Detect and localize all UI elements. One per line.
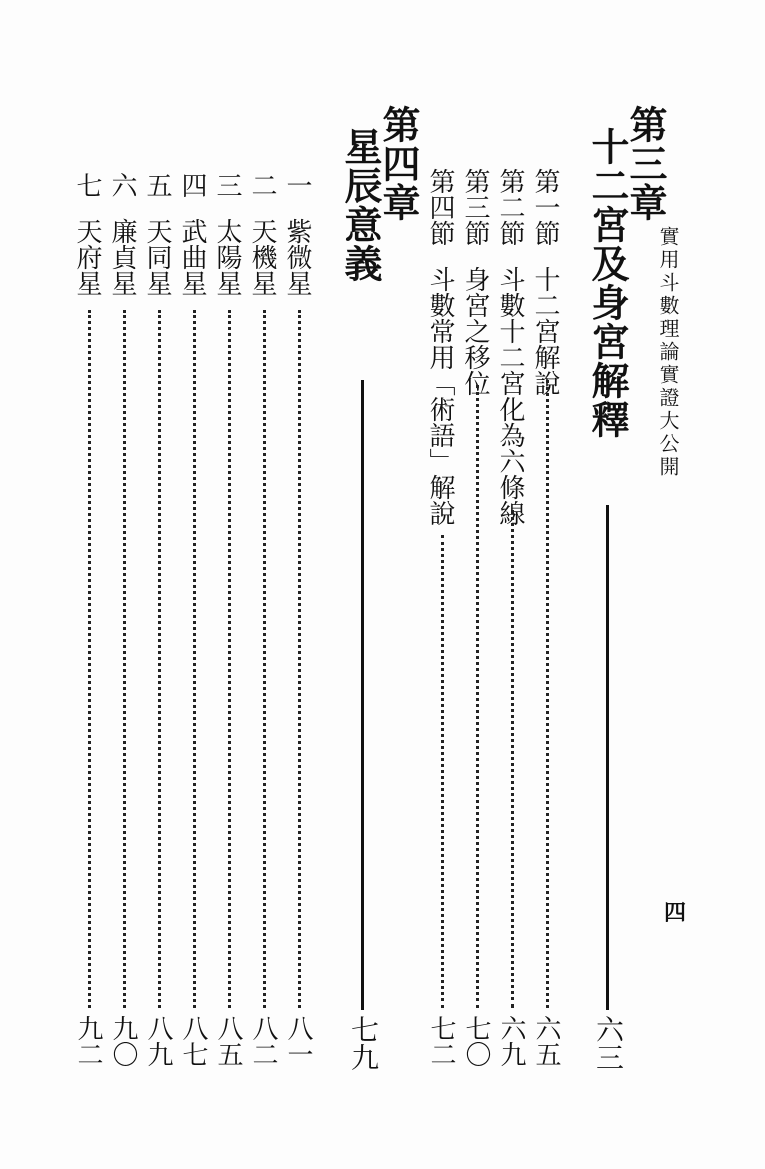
ch4-item-4-page: 八七 <box>178 1015 208 1067</box>
ch4-item-6-page: 九〇 <box>108 1015 138 1067</box>
ch4-item-3 <box>214 172 240 296</box>
ch4-item-5-page: 八九 <box>143 1015 173 1067</box>
ch3-section-1-dots <box>546 380 549 1008</box>
item-title: 天府星 <box>72 218 102 296</box>
item-number: 六 <box>107 172 137 198</box>
chapter-4-label: 第四章 <box>376 105 421 222</box>
section-number: 第三節 <box>460 168 490 246</box>
item-title: 紫微星 <box>282 218 312 296</box>
ch4-item-6-dots <box>123 310 126 1008</box>
item-number: 一 <box>282 172 312 198</box>
ch4-item-1-page: 八一 <box>283 1015 313 1067</box>
ch3-section-3 <box>462 168 488 396</box>
ch3-section-2 <box>497 168 523 526</box>
section-number: 第一節 <box>530 168 560 246</box>
section-number: 第四節 <box>425 168 455 246</box>
section-title: 十二宮解說 <box>530 266 560 396</box>
ch3-section-1-page: 六五 <box>531 1015 561 1067</box>
section-title: 斗數十二宮化為六條線 <box>495 266 525 526</box>
ch4-item-7-dots <box>88 310 91 1008</box>
chapter-3-leader-rule <box>606 505 609 1010</box>
ch3-section-2-page: 六九 <box>496 1015 526 1067</box>
ch4-item-3-dots <box>228 310 231 1008</box>
item-number: 三 <box>212 172 242 198</box>
ch4-item-7-page: 九二 <box>73 1015 103 1067</box>
item-title: 天機星 <box>247 218 277 296</box>
ch3-section-3-page: 七〇 <box>461 1015 491 1067</box>
item-title: 太陽星 <box>212 218 242 296</box>
ch4-item-2 <box>249 172 275 296</box>
ch4-item-1 <box>284 172 310 296</box>
chapter-3-heading <box>585 105 668 439</box>
ch4-item-1-dots <box>298 310 301 1008</box>
ch3-section-1 <box>532 168 558 396</box>
item-title: 天同星 <box>142 218 172 296</box>
section-title: 身宮之移位 <box>460 266 490 396</box>
ch3-section-2-dots <box>511 510 514 1008</box>
ch3-section-4-dots <box>441 535 444 1008</box>
item-number: 四 <box>177 172 207 198</box>
ch4-item-3-page: 八五 <box>213 1015 243 1067</box>
ch4-item-4-dots <box>193 310 196 1008</box>
item-title: 廉貞星 <box>107 218 137 296</box>
section-title: 斗數常用「術語」解說 <box>425 266 455 526</box>
ch4-item-4 <box>179 172 205 296</box>
chapter-3-page: 六三 <box>592 1015 625 1071</box>
section-number: 第二節 <box>495 168 525 246</box>
chapter-4-page: 七九 <box>347 1015 380 1071</box>
ch4-item-7 <box>74 172 100 296</box>
chapter-3-label: 第三章 <box>623 105 668 222</box>
item-number: 五 <box>142 172 172 198</box>
ch3-section-4-page: 七二 <box>426 1015 456 1067</box>
chapter-3-title: 十二宮及身宮解釋 <box>585 127 630 439</box>
chapter-4-title: 星辰意義 <box>338 127 383 283</box>
ch4-item-6 <box>109 172 135 296</box>
chapter-4-heading <box>338 105 421 283</box>
item-number: 二 <box>247 172 277 198</box>
ch4-item-2-dots <box>263 310 266 1008</box>
ch3-section-4 <box>427 168 453 526</box>
item-number: 七 <box>72 172 102 198</box>
chapter-4-leader-rule <box>361 380 364 1010</box>
running-title: 實用斗數理論實證大公開 <box>656 226 680 479</box>
page-number: 四 <box>664 900 687 926</box>
ch3-section-3-dots <box>476 385 479 1008</box>
ch4-item-5 <box>144 172 170 296</box>
ch4-item-5-dots <box>158 310 161 1008</box>
item-title: 武曲星 <box>177 218 207 296</box>
ch4-item-2-page: 八二 <box>248 1015 278 1067</box>
